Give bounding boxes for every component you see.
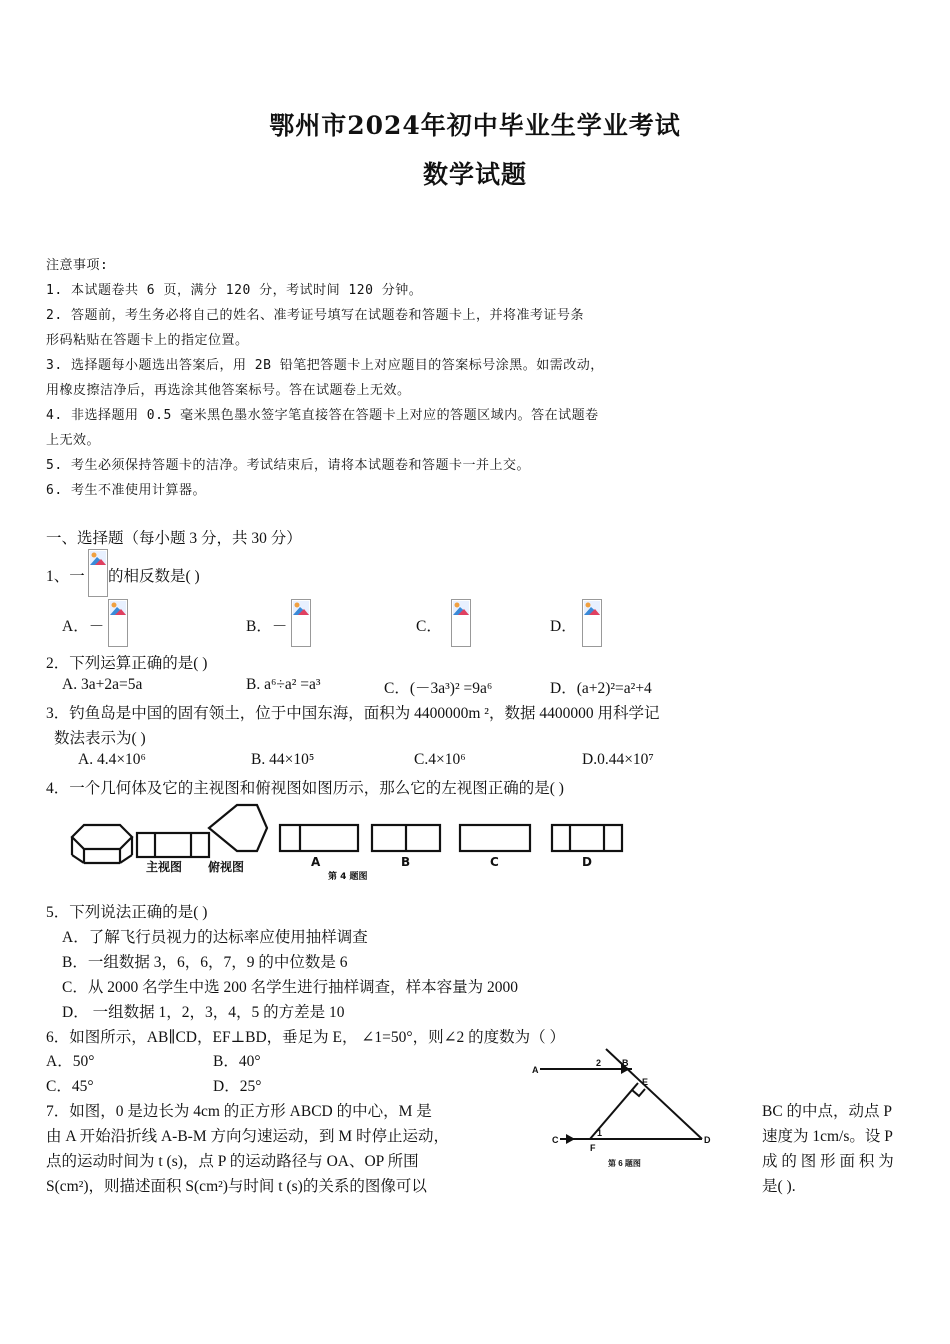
notice-heading: 注意事项: <box>46 258 109 273</box>
notice-item: 4. 非选择题用 0.5 毫米黑色墨水签字笔直接答在答题卡上对应的答题区域内。答在试题卷 <box>46 408 599 423</box>
q6-option-b: B．40° <box>213 1053 261 1070</box>
broken-image-icon <box>108 599 128 647</box>
q5-option-b: B．一组数据 3，6，6，7，9 的中位数是 6 <box>62 954 348 971</box>
notice-item: 6. 考生不准使用计算器。 <box>46 483 206 498</box>
q7-line2-right: 速度为 1cm/s。设 P <box>762 1128 893 1145</box>
q7-line4: S(cm²)，则描述面积 S(cm²)与时间 t (s)的关系的图像可以 <box>46 1178 427 1195</box>
q6-label-c: C <box>552 1135 559 1145</box>
q4-stem: 4．一个几何体及它的主视图和俯视图如图历示，那么它的左视图正确的是( ) <box>46 780 564 797</box>
notice-item: 2. 答题前，考生务必将自己的姓名、准考证号填写在试题卷和答题卡上，并将准考证号条 <box>46 308 584 323</box>
q7-line1: 7．如图，0 是边长为 4cm 的正方形 ABCD 的中心，M 是 <box>46 1103 432 1120</box>
q4-figure <box>62 795 652 890</box>
q6-label-f: F <box>590 1143 596 1153</box>
broken-image-icon <box>451 599 471 647</box>
q2-option-d <box>550 676 652 698</box>
q7-line3: 点的运动时间为 t (s)，点 P 的运动路径与 OA、OP 所围 <box>46 1153 419 1170</box>
q4-label-d: D <box>582 855 592 869</box>
exam-subtitle: 数学试题 <box>422 160 527 189</box>
q6-label-e: E <box>642 1077 649 1087</box>
exam-title: 鄂州市2024年初中毕业生学业考试 <box>269 111 681 140</box>
q3-option-d: D.0.44×10⁷ <box>582 751 654 768</box>
q3-stem-cont: 数法表示为( ) <box>54 730 146 747</box>
notice-item: 上无效。 <box>46 433 101 448</box>
q6-option-a: A．50° <box>46 1053 95 1070</box>
q5-option-d: D． 一组数据 1，2，3，4，5 的方差是 10 <box>62 1004 345 1021</box>
q3-option-a: A. 4.4×10⁶ <box>78 751 146 768</box>
q1-option-a: A．－ <box>62 618 105 635</box>
arrow-icon <box>566 1134 575 1144</box>
q6-label-2: 2 <box>596 1058 602 1068</box>
q6-label-b: B <box>622 1058 629 1068</box>
q5-option-a: A．了解飞行员视力的达标率应使用抽样调查 <box>62 929 368 946</box>
q4-label-a: A <box>311 855 321 869</box>
q2-option-a <box>62 676 142 694</box>
q1-option-b: B．－ <box>246 618 288 635</box>
notice-item: 1. 本试题卷共 6 页，满分 120 分，考试时间 120 分钟。 <box>46 283 423 298</box>
notice-item: 5. 考生必须保持答题卡的洁净。考试结束后，请将本试题卷和答题卡一并上交。 <box>46 458 530 473</box>
q2-option-b-text: a⁶÷a² =a³ <box>264 676 321 693</box>
option-label: C． <box>384 680 410 697</box>
q6-stem: 6．如图所示，AB∥CD，EF⊥BD，垂足为 E， ∠1=50°，则∠2 的度数为（ ） <box>46 1029 566 1046</box>
q7-line3-right: 成 的 图 形 面 积 为 <box>762 1153 894 1170</box>
q2-option-a-text: 3a+2a=5a <box>80 676 143 693</box>
q7-line2: 由 A 开始沿折线 A-B-M 方向匀速运动，到 M 时停止运动， <box>46 1128 450 1145</box>
option-label: B. <box>246 676 265 693</box>
q4-label-top-view: 俯视图 <box>208 860 245 874</box>
q6-figure-caption: 第 6 题图 <box>608 1159 641 1168</box>
notice-item: 用橡皮擦洁净后，再选涂其他答案标号。答在试题卷上无效。 <box>46 383 411 398</box>
q1-option-d: D． <box>550 618 577 635</box>
broken-image-icon <box>291 599 311 647</box>
q2-option-d-text: (a+2)²=a²+4 <box>576 680 652 697</box>
q4-label-front-view: 主视图 <box>146 860 183 874</box>
q2-option-c <box>384 676 492 698</box>
q4-figure-caption: 第 4 题图 <box>328 872 368 882</box>
q3-option-b: B. 44×10⁵ <box>251 751 315 768</box>
notice-item: 3. 选择题每小题选出答案后，用 2B 铅笔把答题卡上对应题目的答案标号涂黑。如需改动， <box>46 358 604 373</box>
q6-option-d: D．25° <box>213 1078 262 1095</box>
q1-option-c: C． <box>416 618 442 635</box>
q3-stem: 3．钓鱼岛是中国的固有领土，位于中国东海，面积为 4400000m ²，数据 4400000 用科学记 <box>46 705 660 722</box>
section-heading: 一、选择题（每小题 3 分，共 30 分） <box>46 530 302 547</box>
option-label: D． <box>550 680 577 697</box>
q6-option-c: C．45° <box>46 1078 94 1095</box>
q5-stem: 5．下列说法正确的是( ) <box>46 904 208 921</box>
option-label: A. <box>62 676 81 693</box>
q6-label-a: A <box>532 1065 539 1075</box>
q7-line1-right: BC 的中点，动点 P <box>762 1103 893 1120</box>
notice-item: 形码粘贴在答题卡上的指定位置。 <box>46 333 249 348</box>
q1-suffix: 的相反数是( ) <box>108 568 200 585</box>
q2-option-b <box>246 676 321 694</box>
q6-label-1: 1 <box>597 1128 603 1138</box>
q4-label-c: C <box>490 855 499 869</box>
broken-image-icon <box>88 549 108 597</box>
broken-image-icon <box>582 599 602 647</box>
q5-option-c: C．从 2000 名学生中选 200 名学生进行抽样调查，样本容量为 2000 <box>62 979 518 996</box>
q6-figure <box>520 1045 750 1175</box>
q2-option-c-text: (－3a³)² =9a⁶ <box>409 680 493 697</box>
q1-prefix: 1、一 <box>46 568 85 585</box>
q3-option-c: C.4×10⁶ <box>414 751 466 768</box>
q7-line4-right: 是( ). <box>762 1178 796 1195</box>
q2-stem: 2．下列运算正确的是( ) <box>46 655 208 672</box>
q4-label-b: B <box>401 855 411 869</box>
q6-label-d: D <box>704 1135 711 1145</box>
